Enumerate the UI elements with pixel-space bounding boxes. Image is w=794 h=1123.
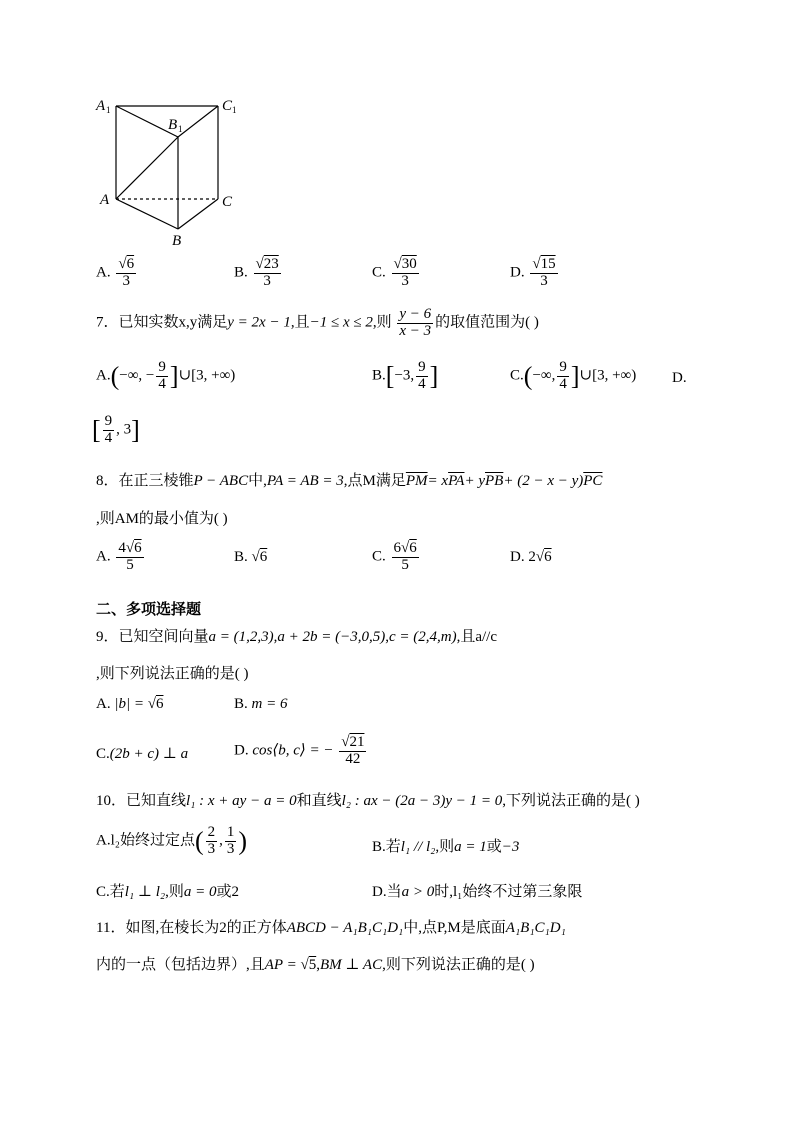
q8-line2: ,则AM的最小值为( ) [96,511,228,527]
q9-option-d: D. cos⟨b, c⟩ = − $\frac{√21}{42}$ [234,734,365,767]
prism-figure [92,92,242,250]
q6-option-c: C. $\frac{√30}{3}$ [372,256,417,289]
q10-option-c: C.若l₁ ⊥ l₂,则a = 0或2 [96,884,240,900]
q10-stem: 10．已知直线l₁ : x + ay − a = 0和直线l₂ : ax − (2a − 3)y − 1 = 0,下列说法正确的是( ) [96,793,640,809]
q6-option-a: A. $\frac{√6}{3}$ [96,256,135,289]
q8-option-a: A. $\frac{4√6}{5}$ [96,540,142,573]
q6-option-d: D. $\frac{√15}{3}$ [510,256,556,289]
section-heading: 二、多项选择题 [96,600,202,618]
label-c1: C [222,98,233,114]
edge-b1-c1 [178,106,218,137]
q9-stem: 9．已知空间向量a = (1,2,3),a + 2b = (−3,0,5),c = (2,4,m),且a//c [96,629,498,645]
edge-b-c [178,199,218,229]
edge-a-b [116,199,178,229]
q7-option-a: A.(−∞, − $\frac{9}{4}$ ]∪[3, +∞) [96,359,236,392]
svg-text:1: 1 [232,105,237,115]
edge-a-b1 [116,137,178,199]
q7-stem: 7．已知实数x,y满足y = 2x − 1,且−1 ≤ x ≤ 2,则 $\frac{y - 6}{x - 3}$ 的取值范围为( ) [96,306,539,339]
q9-option-c: C.(2b + c) ⊥ a [96,746,189,762]
svg-text:1: 1 [106,105,111,115]
q11-stem: 11．如图,在棱长为2的正方体ABCD − A₁B₁C₁D₁中,点P,M是底面A₁B₁C₁D₁ [96,920,566,936]
q8-option-c: C. $\frac{6√6}{5}$ [372,540,417,573]
svg-text:1: 1 [178,124,183,134]
q8-option-b: B. √6 [234,549,268,565]
q9-option-b: B. m = 6 [234,696,288,712]
label-a: A [100,192,110,208]
label-b1: B [168,117,178,133]
q7-option-d-letter: D. [672,370,687,386]
q7-option-c: C.(−∞, $\frac{9}{4}$ ]∪[3, +∞) [510,359,637,392]
q8-option-d: D. 2√6 [510,549,552,565]
label-a1: A [96,98,106,114]
q6-option-b: B. $\frac{√23}{3}$ [234,256,279,289]
q7-option-b: B.[−3, $\frac{9}{4}$ ] [372,359,439,392]
q10-option-b: B.若l₁ // l₂,则a = 1或−3 [372,839,520,855]
q9-line2: ,则下列说法正确的是( ) [96,666,249,682]
q11-line2: 内的一点（包括边界）,且AP = √5,BM ⊥ AC,则下列说法正确的是( ) [96,957,535,973]
label-b: B [172,233,182,249]
q7-option-d: [ $\frac{9}{4}$ , 3] [92,413,140,446]
label-c: C [222,194,233,210]
q10-option-a: A.l₂始终过定点( $\frac{2}{3}$ , $\frac{1}{3}$ ) [96,824,248,857]
q10-option-d: D.当a > 0时,l₁始终不过第三象限 [372,884,583,900]
q9-option-a: A. |b| = √6 [96,696,164,712]
q8-stem: 8．在正三棱锥P − ABC中,PA = AB = 3,点M满足$\overline{PM}= x\overline{PA}+ y\overline{PB}+ (2 - x - y)\overline{PC}$ [96,473,603,489]
